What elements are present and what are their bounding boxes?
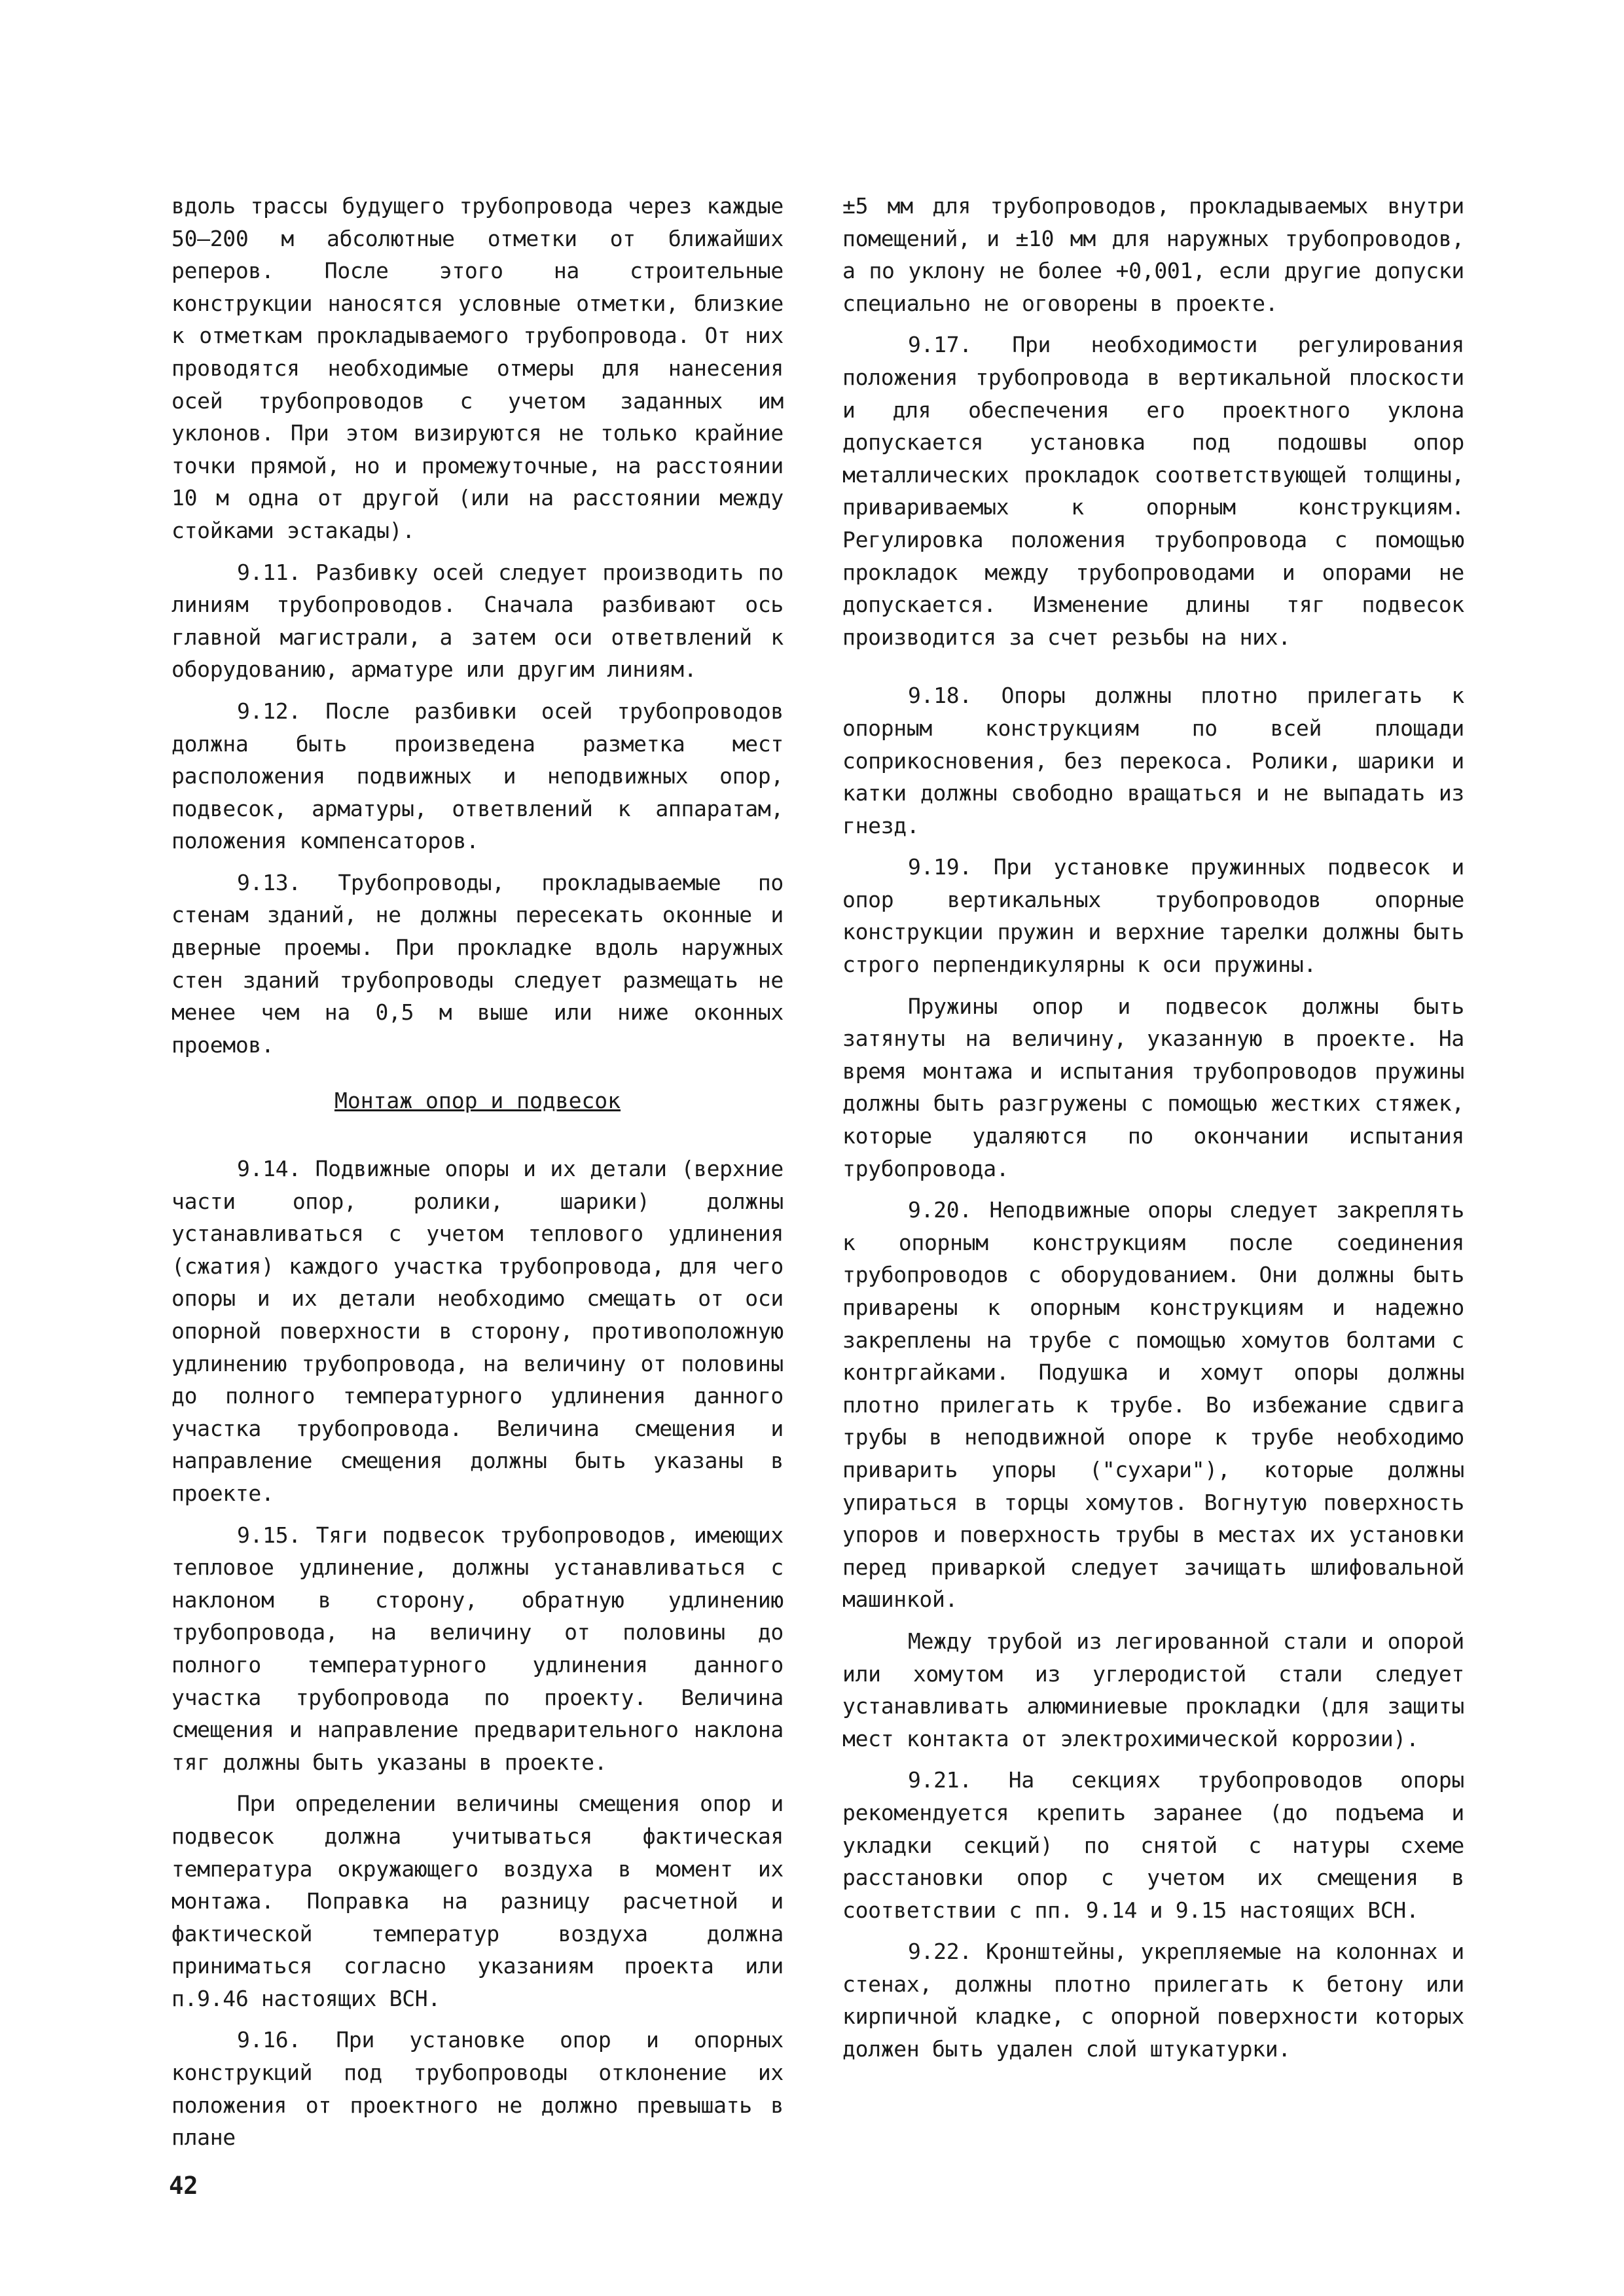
paragraph-9-17: 9.17. При необходимости регулирования положения трубопровода в вертикальной плоскости и для обеспечения его проектного уклона допускается установка под подошвы опор металлических прокладок соответствующей толщины, привариваемых к опорным конструкциям. Регулировка положения трубопровода с помощью прокладок между трубопроводами и опорами не допускается. Изменение длины тяг подвесок производится за счет резьбы на них. [842, 332, 1464, 650]
right-column [842, 190, 1464, 2075]
paragraph-9-14: 9.14. Подвижные опоры и их детали (верхние части опор, ролики, шарики) должны устанавливаться с учетом теплового удлинения (сжатия) каждого участка трубопровода, для чего опоры и их детали необходимо смещать от оси опорной поверхности в сторону, противоположную удлинению трубопровода, на величину от половины до полного температурного удлинения данного участка трубопровода. Величина смещения и направление смещения должны быть указаны в проекте. [171, 1156, 784, 1506]
paragraph-9-16: 9.16. При установке опор и опорных конструкций под трубопроводы отклонение их положения от проектного не должно превышать в плане [171, 2027, 784, 2151]
paragraph-9-21: 9.21. На секциях трубопроводов опоры рекомендуется крепить заранее (до подъема и укладки секций) по снятой с натуры схеме расстановки опор с учетом их смещения в соответствии с пп. 9.14 и 9.15 настоящих ВСН. [842, 1767, 1464, 1923]
paragraph-9-19: 9.19. При установке пружинных подвесок и опор вертикальных трубопроводов опорные конструкции пружин и верхние тарелки должны быть строго перпендикулярны к оси пружины. [842, 854, 1464, 978]
paragraph-9-13: 9.13. Трубопроводы, прокладываемые по стенам зданий, не должны пересекать оконные и дверные проемы. При прокладке вдоль наружных стен зданий трубопроводы следует размещать не менее чем на 0,5 м выше или ниже оконных проемов. [171, 869, 784, 1058]
paragraph: Между трубой из легированной стали и опорой или хомутом из углеродистой стали следует устанавливать алюминиевые прокладки (для защиты мест контакта от электрохимической коррозии). [842, 1628, 1464, 1751]
paragraph-9-12: 9.12. После разбивки осей трубопроводов должна быть произведена разметка мест расположения подвижных и неподвижных опор, подвесок, арматуры, ответвлений к аппаратам, положения компенсаторов. [171, 698, 784, 854]
left-column [171, 190, 784, 2163]
paragraph: При определении величины смещения опор и подвесок должна учитываться фактическая температура окружающего воздуха в момент их монтажа. Поправка на разницу расчетной и фактической температур воздуха должна приниматься согласно указаниям проекта или п.9.46 настоящих ВСН. [171, 1791, 784, 2011]
paragraph-9-18: 9.18. Опоры должны плотно прилегать к опорным конструкциям по всей площади соприкосновения, без перекоса. Ролики, шарики и катки должны свободно вращаться и не выпадать из гнезд. [842, 683, 1464, 838]
paragraph: Пружины опор и подвесок должны быть затянуты на величину, указанную в проекте. На время монтажа и испытания трубопроводов пружины должны быть разгружены с помощью жестких стяжек, которые удаляются по окончании испытания трубопровода. [842, 993, 1464, 1181]
paragraph: вдоль трассы будущего трубопровода через каждые 50–200 м абсолютные отметки от ближайших реперов. После этого на строительные конструкции наносятся условные отметки, близкие к отметкам прокладываемого трубопровода. От них проводятся необходимые отмеры для нанесения осей трубопроводов с учетом заданных им уклонов. При этом визируются не только крайние точки прямой, но и промежуточные, на расстоянии 10 м одна от другой (или на расстоянии между стойками эстакады). [171, 193, 784, 543]
paragraph-9-20: 9.20. Неподвижные опоры следует закреплять к опорным конструкциям после соединения трубопроводов с оборудованием. Они должны быть приварены к опорным конструкциям и надежно закреплены на трубе с помощью хомутов болтами с контргайками. Подушка и хомут опоры должны плотно прилегать к трубе. Во избежание сдвига трубы в неподвижной опоре к трубе необходимо приварить упоры ("сухари"), которые должны упираться в торцы хомутов. Вогнутую поверхность упоров и поверхность трубы в местах их установки перед приваркой следует зачищать шлифовальной машинкой. [842, 1197, 1464, 1613]
page-number: 42 [169, 2172, 198, 2200]
paragraph: ±5 мм для трубопроводов, прокладываемых внутри помещений, и ±10 мм для наружных трубопроводов, а по уклону не более +0,001, если другие допуски специально не оговорены в проекте. [842, 193, 1464, 316]
paragraph-9-15: 9.15. Тяги подвесок трубопроводов, имеющих тепловое удлинение, должны устанавливаться с наклоном в сторону, обратную удлинению трубопровода, на величину от половины до полного температурного удлинения данного участка трубопровода по проекту. Величина смещения и направление предварительного наклона тяг должны быть указаны в проекте. [171, 1522, 784, 1775]
paragraph-9-22: 9.22. Кронштейны, укрепляемые на колоннах и стенах, должны плотно прилегать к бетону или кирпичной кладке, с опорной поверхности которых должен быть удален слой штукатурки. [842, 1939, 1464, 2062]
paragraph-9-11: 9.11. Разбивку осей следует производить по линиям трубопроводов. Сначала разбивают ось главной магистрали, а затем оси ответвлений к оборудованию, арматуре или другим линиям. [171, 559, 784, 683]
section-heading: Монтаж опор и подвесок [334, 1088, 621, 1114]
